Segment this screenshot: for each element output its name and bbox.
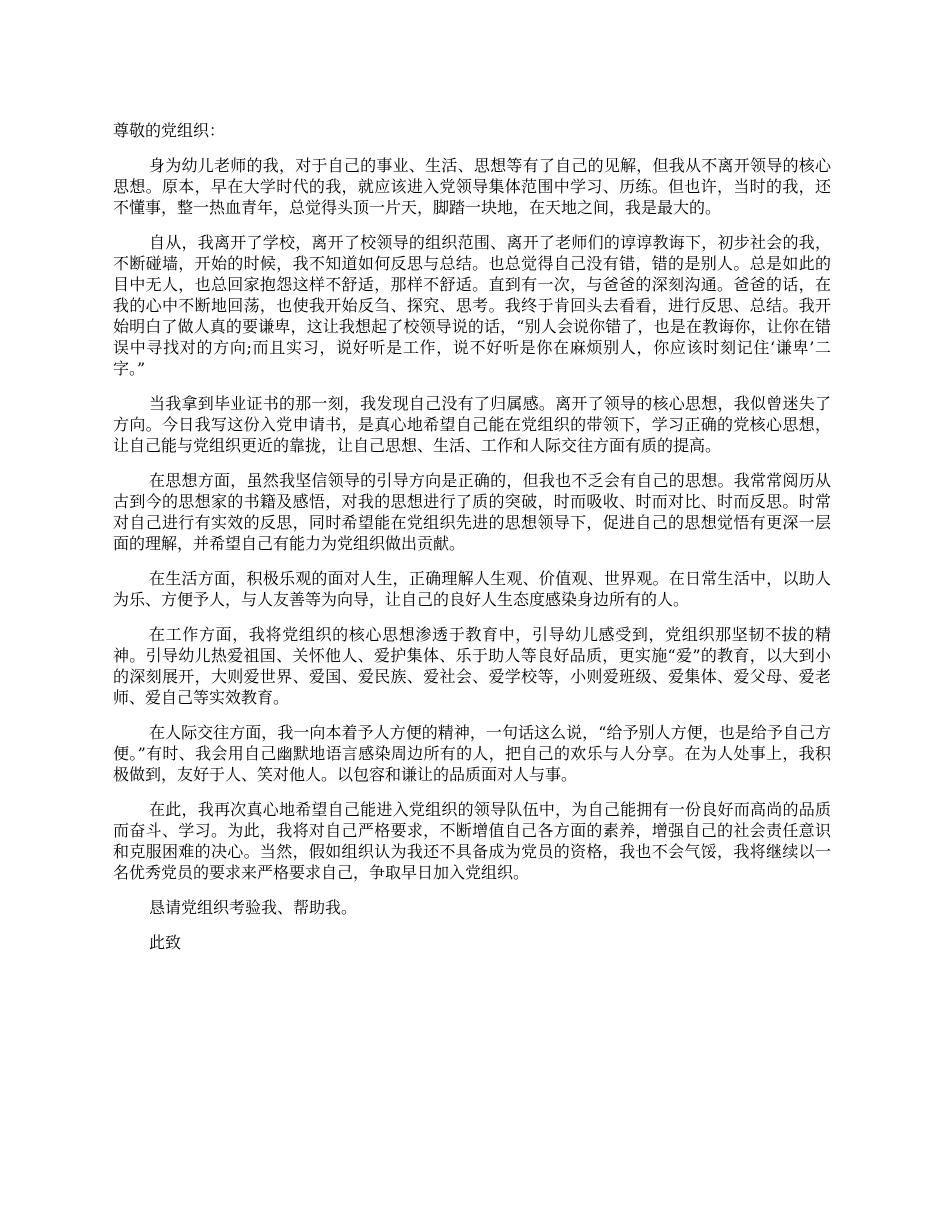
- paragraph-self-introduction: 身为幼儿老师的我，对于自己的事业、生活、思想等有了自己的见解，但我从不离开领导的核心思想。原本，早在大学时代的我，就应该进入党领导集体范围中学习、历练。但也许，当时的我，还不懂事，整一热血青年，总觉得头顶一片天，脚踏一块地，在天地之间，我是最大的。: [113, 156, 831, 217]
- request-line: 恳请党组织考验我、帮助我。: [149, 898, 358, 917]
- paragraph-purpose: 当我拿到毕业证书的那一刻，我发现自己没有了归属感。离开了领导的核心思想，我似曾迷失了方向。今日我写这份入党申请书，是真心地希望自己能在党组织的带领下，学习正确的党核心思想，让自己能与党组织更近的靠拢，让自己思想、生活、工作和人际交往方面有质的提高。: [113, 394, 831, 455]
- closing-line: 此致: [149, 933, 182, 952]
- paragraph-interpersonal: 在人际交往方面，我一向本着予人方便的精神，一句话这么说，“给予别人方便，也是给予自己方便。”有时、我会用自己幽默地语言感染周边所有的人，把自己的欢乐与人分享。在为人处事上，我积极做到，友好于人、笑对他人。以包容和谦让的品质面对人与事。: [113, 723, 831, 784]
- paragraph-thought: 在思想方面，虽然我坚信领导的引导方向是正确的，但我也不乏会有自己的思想。我常常阅历从古到今的思想家的书籍及感悟，对我的思想进行了质的突破，时而吸收、时而对比、时而反思。时常对自己进行有实效的反思，同时希望能在党组织先进的思想领导下，促进自己的思想觉悟有更深一层面的理解，并希望自己有能力为党组织做出贡献。: [113, 471, 831, 553]
- paragraph-work: 在工作方面，我将党组织的核心思想渗透于教育中，引导幼儿感受到，党组织那坚韧不拔的精神。引导幼儿热爱祖国、关怀他人、爱护集体、乐于助人等良好品质，更实施“爱”的教育，以大到小的深刻展开，大则爱世界、爱国、爱民族、爱社会、爱学校等，小则爱班级、爱集体、爱父母、爱老师、爱自己等实效教育。: [113, 625, 831, 707]
- paragraph-reflection: 自从，我离开了学校，离开了校领导的组织范围、离开了老师们的谆谆教诲下，初步社会的我，不断碰墙，开始的时候，我不知道如何反思与总结。也总觉得自己没有错，错的是别人。总是如此的目中无人，也总回家抱怨这样不舒适，那样不舒适。直到有一次，与爸爸的深刻沟通。爸爸的话，在我的心中不断地回荡，也使我开始反刍、探究、思考。我终于肯回头去看看，进行反思、总结。我开始明白了做人真的要谦卑，这让我想起了校领导说的话，“别人会说你错了，也是在教诲你，让你在错误中寻找对的方向;而且实习，说好听是工作，说不好听是你在麻烦别人，你应该时刻记住‘谦卑’二字。”: [113, 233, 831, 378]
- salutation: 尊敬的党组织：: [113, 121, 226, 140]
- paragraph-commitment: 在此，我再次真心地希望自己能进入党组织的领导队伍中，为自己能拥有一份良好而高尚的品质而奋斗、学习。为此，我将对自己严格要求，不断增值自己各方面的素养，增强自己的社会责任意识和克服困难的决心。当然，假如组织认为我还不具备成为党员的资格，我也不会气馁，我将继续以一名优秀党员的要求来严格要求自己，争取早日加入党组织。: [113, 800, 831, 882]
- document-page: [113, 120, 831, 967]
- paragraph-life: 在生活方面，积极乐观的面对人生，正确理解人生观、价值观、世界观。在日常生活中，以助人为乐、方便予人，与人友善等为向导，让自己的良好人生态度感染身边所有的人。: [113, 569, 831, 609]
